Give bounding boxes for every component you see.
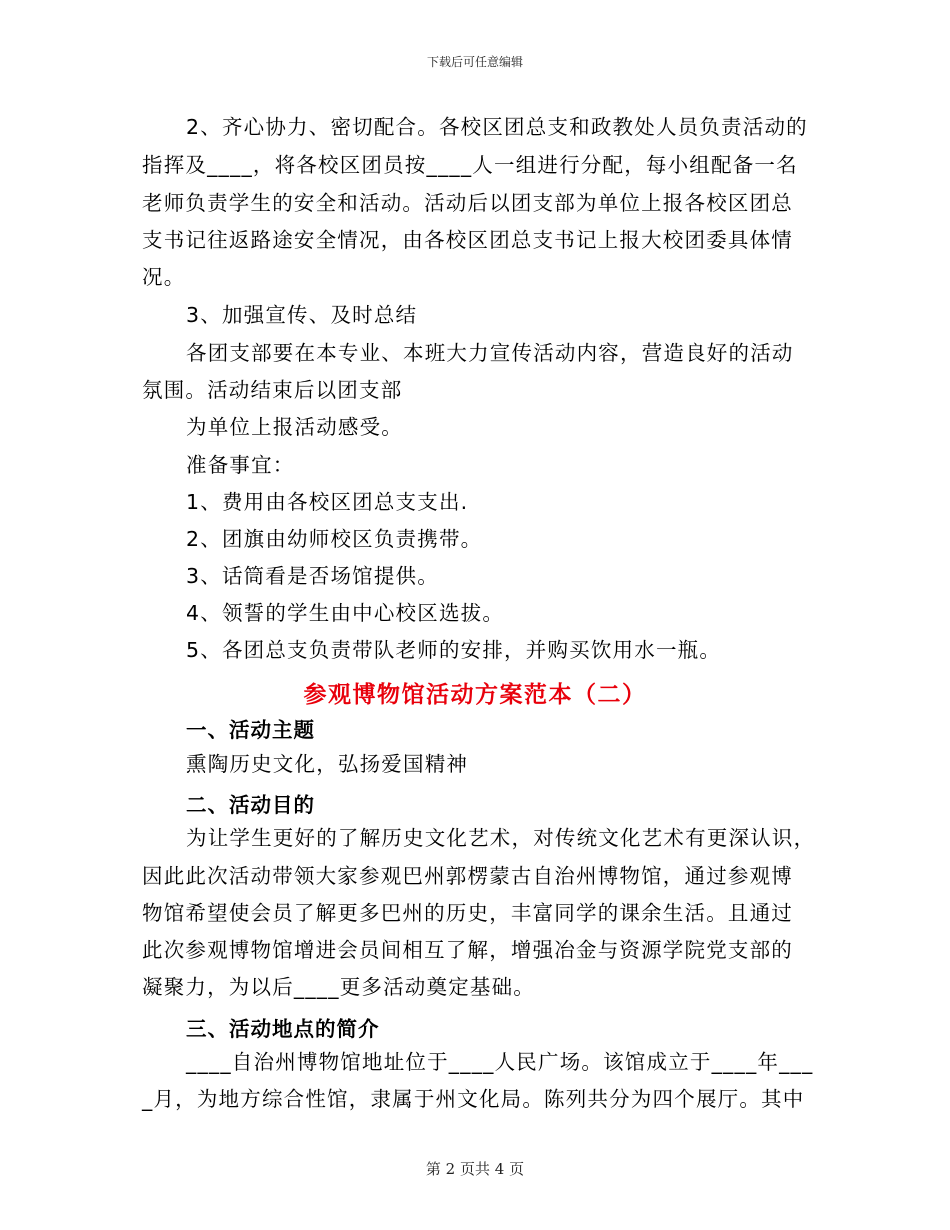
- section-heading: 一、活动主题: [186, 718, 315, 742]
- list-item: 3、话筒看是否场馆提供。: [186, 564, 439, 588]
- body-line: 为单位上报活动感受。: [186, 415, 403, 439]
- list-item: 5、各团总支负责带队老师的安排，并购买饮用水一瓶。: [186, 638, 722, 662]
- section-heading: 二、活动目的: [186, 793, 315, 817]
- body-line: 老师负责学生的安全和活动。活动后以团支部为单位上报各校区团总: [142, 191, 793, 215]
- body-line: 况。: [142, 265, 186, 289]
- page-header: 下载后可任意编辑: [426, 55, 523, 69]
- body-line: 因此此次活动带领大家参观巴州郭楞蒙古自治州博物馆，通过参观博: [142, 864, 793, 888]
- list-item: 4、领誓的学生由中心校区选拔。: [186, 601, 505, 625]
- list-item: 1、费用由各校区团总支支出.: [186, 490, 469, 514]
- page-footer: 第 2 页共 4 页: [425, 1160, 525, 1178]
- body-line: 指挥及____，将各校区团员按____人一组进行分配，每小组配备一名: [142, 153, 798, 177]
- body-line: 准备事宜：: [186, 453, 295, 477]
- body-line: 物馆希望使会员了解更多巴州的历史，丰富同学的课余生活。且通过: [142, 901, 793, 925]
- section-title: 参观博物馆活动方案范本（二）: [303, 682, 647, 708]
- body-line: 各团支部要在本专业、本班大力宣传活动内容，营造良好的活动: [186, 341, 794, 365]
- body-line: 熏陶历史文化，弘扬爱国精神: [186, 752, 469, 776]
- body-line: 为让学生更好的了解历史文化艺术，对传统文化艺术有更深认识，: [186, 826, 816, 850]
- body-line: 氛围。活动结束后以团支部: [142, 378, 403, 402]
- body-line: 此次参观博物馆增进会员间相互了解，增强冶金与资源学院党支部的: [142, 938, 793, 962]
- body-line: 2、齐心协力、密切配合。各校区团总支和政教处人员负责活动的: [186, 115, 808, 139]
- list-item: 2、团旗由幼师校区负责携带。: [186, 527, 483, 551]
- body-line: ____自治州博物馆地址位于____人民广场。该馆成立于____年___: [186, 1050, 814, 1074]
- body-line: 凝聚力，为以后____更多活动奠定基础。: [142, 975, 535, 999]
- body-line: 支书记往返路途安全情况，由各校区团总支书记上报大校团委具体情: [142, 228, 793, 252]
- body-line: 3、加强宣传、及时总结: [186, 303, 418, 327]
- body-line: _月，为地方综合性馆，隶属于州文化局。陈列共分为四个展厅。其中: [142, 1087, 805, 1111]
- section-heading: 三、活动地点的简介: [186, 1017, 380, 1041]
